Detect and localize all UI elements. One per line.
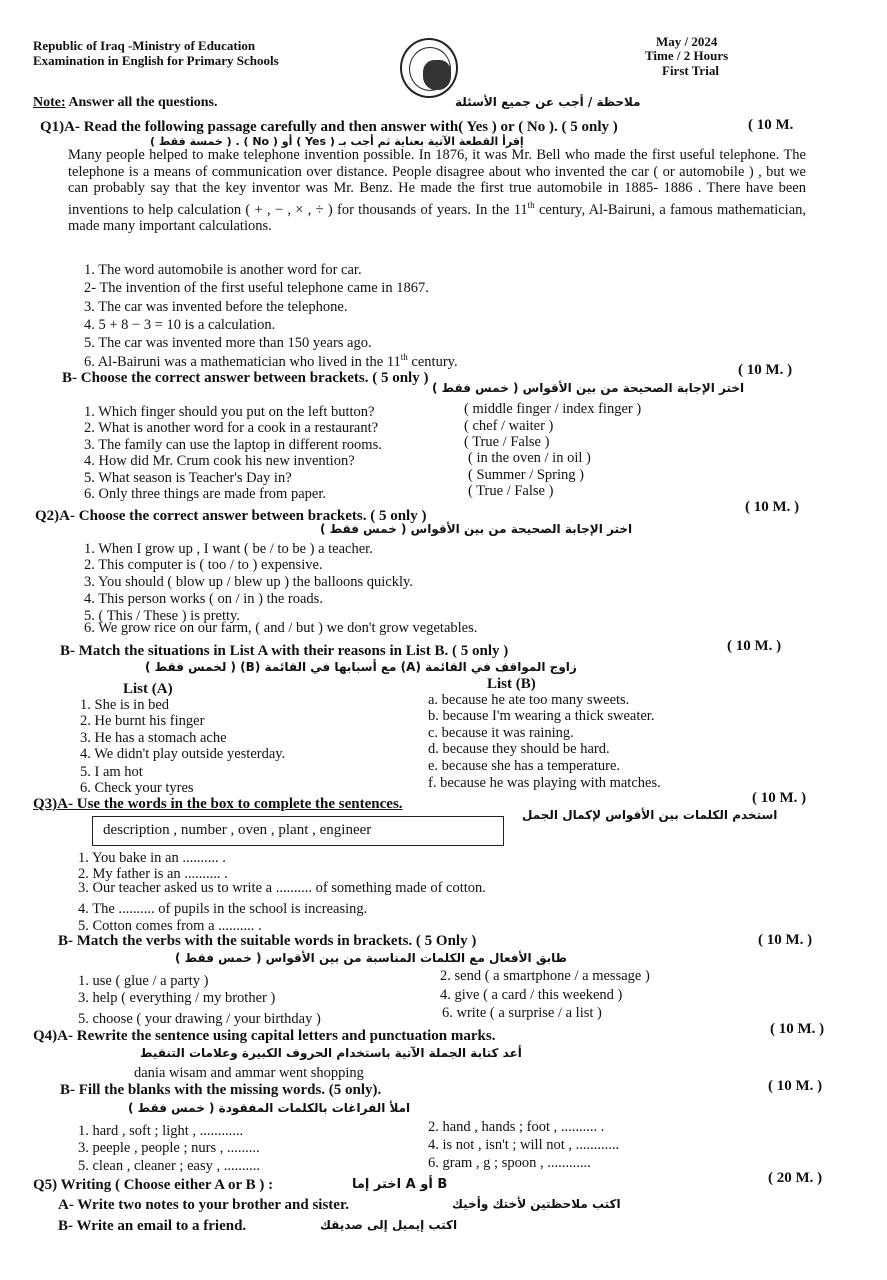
list-b-item-b: b. because I'm wearing a thick sweater. (428, 708, 655, 724)
q1a-item-1: 1. The word automobile is another word for car. (84, 262, 362, 278)
q1b-marks: ( 10 M. ) (738, 362, 793, 378)
q1b-question-6: 6. Only three things are made from paper. (84, 486, 326, 502)
q2a-item-6: 6. We grow rice on our farm, ( and / but ) we don't grow vegetables. (84, 620, 478, 636)
q3a-arabic: استخدم الكلمات بين الأقواس لإكمال الجمل (522, 808, 778, 822)
q3b-right-6: 6. write ( a surprise / a list ) (442, 1005, 602, 1021)
q3b-left-1: 1. use ( glue / a party ) (78, 973, 209, 989)
q4a-title: Q4)A- Rewrite the sentence using capital letters and punctuation marks. (33, 1028, 496, 1044)
q3a-item-2: 2. My father is an .......... . (78, 866, 228, 882)
ministry-line: Republic of Iraq -Ministry of Education (33, 38, 256, 53)
q3a-item-5: 5. Cotton comes from a .......... . (78, 918, 262, 934)
q1b-question-2: 2. What is another word for a cook in a restaurant? (84, 420, 379, 436)
q2b-arabic: زاوج المواقف في القائمة (A) مع أسبابها في القائمة (B) ( لخمس فقط ) (145, 660, 577, 674)
q3a-item-3: 3. Our teacher asked us to write a .......... of something made of cotton. (78, 880, 486, 896)
list-a-item-5: 5. I am hot (80, 764, 143, 780)
q4b-left-5: 5. clean , cleaner ; easy , .......... (78, 1158, 260, 1174)
q1b-question-1: 1. Which finger should you put on the left button? (84, 404, 375, 420)
q5-option-a: A- Write two notes to your brother and sister. (58, 1197, 349, 1213)
q2b-marks: ( 10 M. ) (727, 638, 782, 654)
q4b-right-2: 2. hand , hands ; foot , .......... . (428, 1119, 605, 1135)
q3b-arabic: طابق الأفعال مع الكلمات المناسبة من بين الأقواس ( خمس فقط ) (175, 951, 567, 965)
list-a-item-3: 3. He has a stomach ache (80, 730, 227, 746)
q3b-title: B- Match the verbs with the suitable words in brackets. ( 5 Only ) (58, 933, 477, 949)
q3b-left-5: 5. choose ( your drawing / your birthday ) (78, 1011, 321, 1027)
note-line (33, 95, 217, 111)
q4b-arabic: املأ الفراغات بالكلمات المفقودة ( خمس فقط ) (128, 1101, 411, 1115)
word-box-words: description , number , oven , plant , engineer (103, 822, 372, 838)
q1b-arabic: اختر الإجابة الصحيحة من بين الأقواس ( خمس فقط ) (432, 381, 745, 395)
q4a-marks: ( 10 M. ) (770, 1021, 825, 1037)
q4b-title: B- Fill the blanks with the missing words. (5 only). (60, 1082, 382, 1098)
q1b-option-5: ( Summer / Spring ) (468, 467, 584, 483)
q1b-question-3: 3. The family can use the laptop in different rooms. (84, 437, 382, 453)
q1a-title: Q1)A- Read the following passage carefully and then answer with( Yes ) or ( No ). ( 5 only ) (40, 119, 618, 135)
list-b-item-d: d. because they should be hard. (428, 741, 610, 757)
list-b-item-f: f. because he was playing with matches. (428, 775, 661, 791)
note-label: Note: (33, 95, 66, 110)
q1a-item-6: 6. Al-Bairuni was a mathematician who lived in the 11th century. (84, 352, 458, 370)
list-a-item-4: 4. We didn't play outside yesterday. (80, 746, 286, 762)
q5-marks: ( 20 M. ) (768, 1170, 823, 1186)
q1b-option-4: ( in the oven / in oil ) (468, 450, 591, 466)
list-a-item-1: 1. She is in bed (80, 697, 170, 713)
q2a-item-4: 4. This person works ( on / in ) the roads. (84, 591, 323, 607)
note-text: Answer all the questions. (65, 95, 218, 110)
exam-title: Examination in English for Primary Schools (33, 53, 279, 68)
ministry-seal-logo (400, 38, 458, 98)
q5-choice: B أو A اختر إما (352, 1177, 448, 1192)
q2a-item-5: 5. ( This / These ) is pretty. (84, 608, 240, 624)
q4b-left-3: 3. peeple , people ; nurs , ......... (78, 1140, 260, 1156)
q2a-title: Q2)A- Choose the correct answer between brackets. ( 5 only ) (35, 508, 427, 524)
exam-trial: First Trial (662, 63, 719, 78)
q1b-option-1: ( middle finger / index finger ) (464, 401, 642, 417)
q1b-option-3: ( True / False ) (464, 434, 550, 450)
q4b-right-6: 6. gram , g ; spoon , ............ (428, 1155, 591, 1171)
q5-option-b-arabic: اكتب إيميل إلى صديقك (320, 1218, 458, 1232)
q2b-title: B- Match the situations in List A with their reasons in List B. ( 5 only ) (60, 643, 509, 659)
q2a-item-3: 3. You should ( blow up / blew up ) the balloons quickly. (84, 574, 413, 590)
exam-date: May / 2024 (656, 34, 718, 49)
q1b-option-6: ( True / False ) (468, 483, 554, 499)
q3b-right-4: 4. give ( a card / this weekend ) (440, 987, 623, 1003)
q4a-sentence: dania wisam and ammar went shopping (134, 1065, 364, 1081)
q1a-passage: Many people helped to make telephone invention possible. In 1876, it was Mr. Bell who made the first useful telephone. The telephone is a means of communication over distance. People disagree about who invented the car ( or automobile ) , but we can probably say that the key inventor was Mr. Benz. He made the first true automobile in 1885- 1886 . There have been inventions to help calculation ( + , − , × , ÷ ) for thousands of years. In the 11th century, Al-Bairuni, a famous mathematician, made many important calculations. (68, 147, 806, 234)
q4b-left-1: 1. hard , soft ; light , ............ (78, 1123, 244, 1139)
q3a-marks: ( 10 M. ) (752, 790, 807, 806)
q5-option-b: B- Write an email to a friend. (58, 1218, 247, 1234)
q5-title: Q5) Writing ( Choose either A or B ) : (33, 1177, 274, 1193)
q1a-item-2: 2- The invention of the first useful telephone came in 1867. (84, 280, 429, 296)
q3a-item-4: 4. The .......... of pupils in the school is increasing. (78, 901, 368, 917)
list-b-item-c: c. because it was raining. (428, 725, 574, 741)
q1a-item-3: 3. The car was invented before the telephone. (84, 299, 348, 315)
q5-option-a-arabic: اكتب ملاحظتين لأختك وأخيك (452, 1197, 621, 1211)
q4b-marks: ( 10 M. ) (768, 1078, 823, 1094)
q2a-arabic: اختر الإجابة الصحيحة من بين الأقواس ( خمس فقط ) (320, 522, 633, 536)
q4b-right-4: 4. is not , isn't ; will not , ............ (428, 1137, 620, 1153)
list-b-heading: List (B) (487, 676, 536, 692)
q1b-title: B- Choose the correct answer between brackets. ( 5 only ) (62, 370, 429, 386)
q3a-title: Q3)A- Use the words in the box to complete the sentences. (33, 796, 403, 812)
q2a-marks: ( 10 M. ) (745, 499, 800, 515)
q4a-arabic: أعد كتابة الجملة الآتية باستخدام الحروف الكبيرة وعلامات التنقيط (140, 1046, 522, 1060)
q1b-question-4: 4. How did Mr. Crum cook his new invention? (84, 453, 355, 469)
word-box (92, 816, 504, 846)
note-arabic: ملاحظة / أجب عن جميع الأسئلة (455, 95, 641, 109)
list-a-item-2: 2. He burnt his finger (80, 713, 205, 729)
q3a-item-1: 1. You bake in an .......... . (78, 850, 226, 866)
q1a-item-4: 4. 5 + 8 − 3 = 10 is a calculation. (84, 317, 276, 333)
q1a-arabic: إقرأ القطعة الآتية بعناية ثم أجب بـ ( Yes ) أو ( No ) . ( خمسة فقط ) (150, 135, 524, 148)
q1b-question-5: 5. What season is Teacher's Day in? (84, 470, 292, 486)
q2a-item-1: 1. When I grow up , I want ( be / to be ) a teacher. (84, 541, 373, 557)
exam-duration: Time / 2 Hours (645, 48, 729, 63)
q3b-right-2: 2. send ( a smartphone / a message ) (440, 968, 650, 984)
list-b-item-e: e. because she has a temperature. (428, 758, 621, 774)
list-b-item-a: a. because he ate too many sweets. (428, 692, 630, 708)
q1a-marks: ( 10 M. (748, 117, 794, 133)
q2a-item-2: 2. This computer is ( too / to ) expensive. (84, 557, 323, 573)
q3b-left-3: 3. help ( everything / my brother ) (78, 990, 276, 1006)
q1a-item-5: 5. The car was invented more than 150 years ago. (84, 335, 372, 351)
list-a-heading: List (A) (123, 681, 173, 697)
q1b-option-2: ( chef / waiter ) (464, 418, 554, 434)
q3b-marks: ( 10 M. ) (758, 932, 813, 948)
list-a-item-6: 6. Check your tyres (80, 780, 194, 796)
